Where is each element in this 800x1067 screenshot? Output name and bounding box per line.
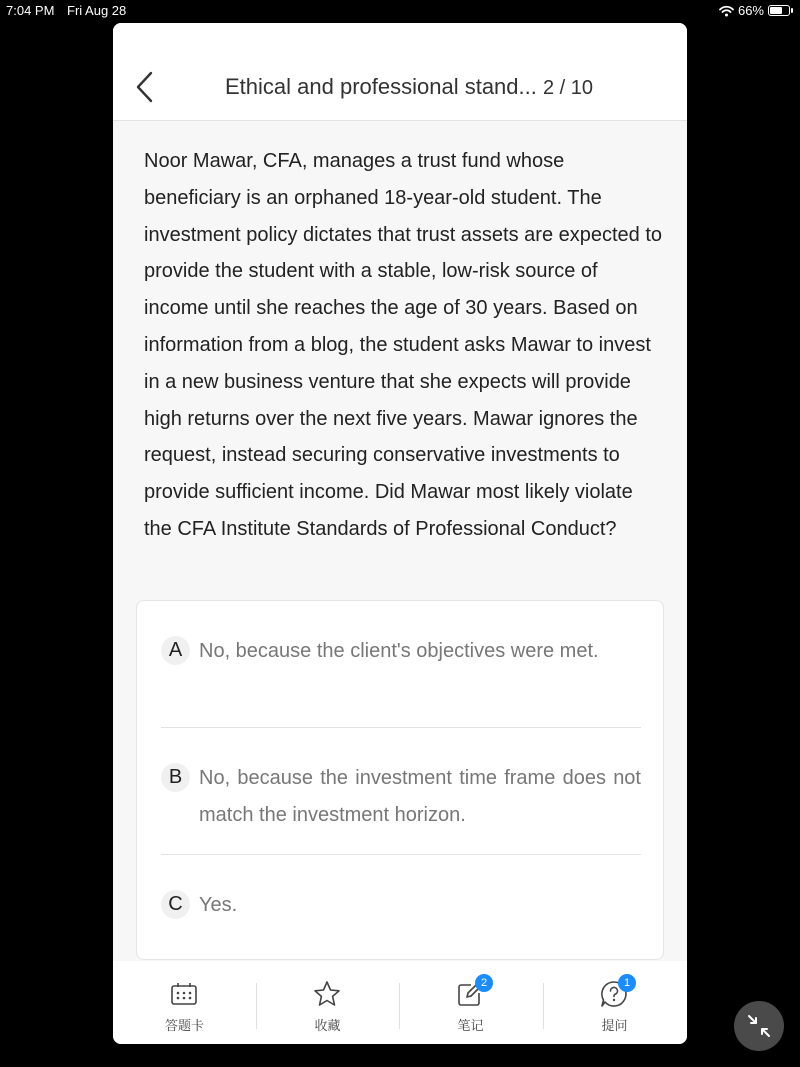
wifi-icon	[719, 5, 734, 17]
battery-fill	[770, 7, 782, 14]
option-text: No, because the client's objectives were met.	[199, 640, 599, 662]
tab-label: 提问	[601, 1019, 628, 1034]
tab-answer-card[interactable]	[113, 961, 256, 1044]
ask-badge: 1	[618, 974, 636, 992]
notes-badge: 2	[475, 974, 493, 992]
title-text: Ethical and professional stand...	[225, 74, 537, 99]
option-letter: C	[161, 890, 190, 919]
tab-favorite[interactable]	[256, 961, 399, 1044]
collapse-arrows-icon	[734, 1001, 784, 1051]
tab-ask[interactable]	[543, 961, 686, 1044]
option-letter: A	[161, 636, 190, 665]
status-bar	[0, 0, 800, 20]
question-progress: 2 / 10	[542, 77, 594, 99]
back-button[interactable]	[131, 69, 161, 105]
question-text: Noor Mawar, CFA, manages a trust fund whose beneficiary is an orphaned 18-year-old student. The investment policy dictates that trust assets are expected to provide the student with a stable, low-risk source of income until she reaches the age of 30 years. Based on information from a blog, the student asks Mawar to invest in a new business venture that she expects will provide high returns over the next five years. Mawar ignores the request, instead securing conservative investments to provide sufficient income. Did Mawar most likely violate the CFA Institute Standards of Professional Conduct?	[144, 150, 663, 540]
tab-notes[interactable]	[399, 961, 542, 1044]
exit-fullscreen-button[interactable]	[734, 1001, 784, 1051]
option-a[interactable]	[161, 633, 641, 713]
answer-card-icon	[169, 979, 199, 1009]
battery-icon	[768, 5, 790, 16]
battery-percent: 66%	[737, 3, 764, 18]
option-text: No, because the investment time frame does not match the investment horizon.	[199, 767, 641, 826]
star-icon	[312, 979, 342, 1009]
tab-label: 收藏	[314, 1019, 341, 1034]
question-sheet	[113, 23, 687, 1044]
option-letter: B	[161, 763, 190, 792]
divider	[161, 727, 641, 728]
options-card	[136, 600, 664, 960]
option-text: Yes.	[199, 894, 238, 916]
status-indicators	[719, 3, 790, 18]
status-time: 7:04 PM	[6, 3, 55, 18]
page-title	[225, 74, 593, 100]
status-date: Fri Aug 28	[67, 3, 127, 18]
bottom-toolbar	[113, 961, 687, 1044]
tab-label: 笔记	[457, 1019, 484, 1034]
header	[113, 23, 687, 121]
tab-label: 答题卡	[164, 1019, 204, 1034]
option-b[interactable]	[161, 760, 641, 840]
option-c[interactable]	[161, 887, 641, 927]
divider	[161, 854, 641, 855]
